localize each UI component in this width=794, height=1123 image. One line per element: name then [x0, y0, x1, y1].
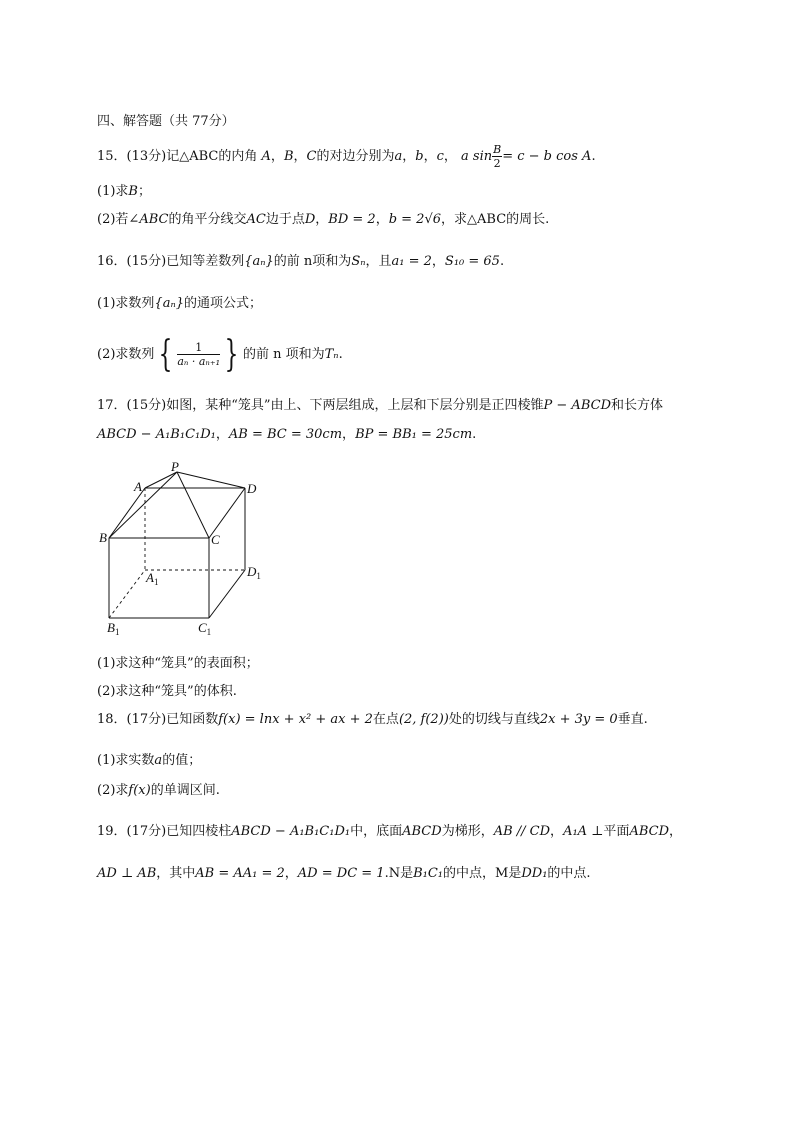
label-a1: $A_1$ [146, 570, 159, 587]
q17-part2: (2)求这种“笼具”的体积. [97, 684, 237, 699]
q19-statement-line1: 19．(17分)已知四棱柱ABCD − A₁B₁C₁D₁中，底面ABCD为梯形，AB // CD，A₁A ⊥平面ABCD， [97, 824, 683, 839]
label-a: A [134, 479, 142, 494]
q18-part2: (2)求f(x)的单调区间. [97, 783, 220, 798]
edge-pb [109, 472, 177, 538]
edge-cd [209, 488, 245, 538]
edge-a1b1-hidden [109, 570, 145, 618]
edge-ab [109, 488, 145, 538]
edge-c1d1 [209, 570, 245, 618]
edge-pc [177, 472, 209, 538]
q15-statement: 15．(13分)记△ABC的内角 A，B，C的对边分别为a，b，c， a sin $\frac{B}{2}$ = c − b cos A. [97, 143, 596, 170]
q16-statement: 16．(15分)已知等差数列{aₙ}的前 n项和为Sₙ，且a₁ = 2，S₁₀ = 65. [97, 254, 505, 269]
q15-part1: (1)求B； [97, 184, 151, 199]
label-b1: $B_1$ [107, 620, 120, 637]
edge-pd [177, 472, 245, 488]
label-c: C [211, 532, 220, 547]
edge-pa [145, 472, 177, 488]
label-c1: $C_1$ [198, 620, 212, 637]
q17-part1: (1)求这种“笼具”的表面积； [97, 656, 259, 671]
q18-part1: (1)求实数a的值； [97, 753, 202, 768]
q18-statement: 18．(17分)已知函数f(x) = lnx + x² + ax + 2在点(2, f(2))处的切线与直线2x + 3y = 0垂直. [97, 712, 648, 727]
q19-statement-line2: AD ⊥ AB，其中AB = AA₁ = 2，AD = DC = 1.N是B₁C₁的中点，M是DD₁的中点. [97, 866, 591, 881]
q16-part2: (2)求数列 { $\frac{1}{\text{aₙ · aₙ₊₁}}$ } 的前 n 项和为Tₙ. [97, 333, 343, 375]
label-p: P [171, 460, 179, 474]
q15-part2: (2)若∠ABC的角平分线交AC边于点D，BD = 2，b = 2√6，求△ABC的周长. [97, 212, 550, 227]
label-b: B [99, 530, 107, 545]
label-d1: $D_1$ [247, 564, 261, 581]
q15-fraction: $\frac{B}{2}$ [493, 143, 502, 170]
label-d: D [247, 481, 257, 496]
section-title: 四、解答题（共 77分） [97, 114, 235, 129]
cage-figure [97, 460, 277, 640]
q15-equation-right: = c − b cos A [502, 149, 592, 164]
q17-statement-line2: ABCD − A₁B₁C₁D₁，AB = BC = 30cm，BP = BB₁ = 25cm. [97, 427, 477, 442]
q16-fraction: $\frac{1}{\text{aₙ · aₙ₊₁}}$ [177, 341, 221, 368]
q17-statement-line1: 17．(15分)如图，某种“笼具”由上、下两层组成，上层和下层分别是正四棱锥P − ABCD和长方体 [97, 398, 664, 413]
q16-part1: (1)求数列{aₙ}的通项公式； [97, 296, 262, 311]
q15-equation-left: a sin [461, 149, 493, 164]
